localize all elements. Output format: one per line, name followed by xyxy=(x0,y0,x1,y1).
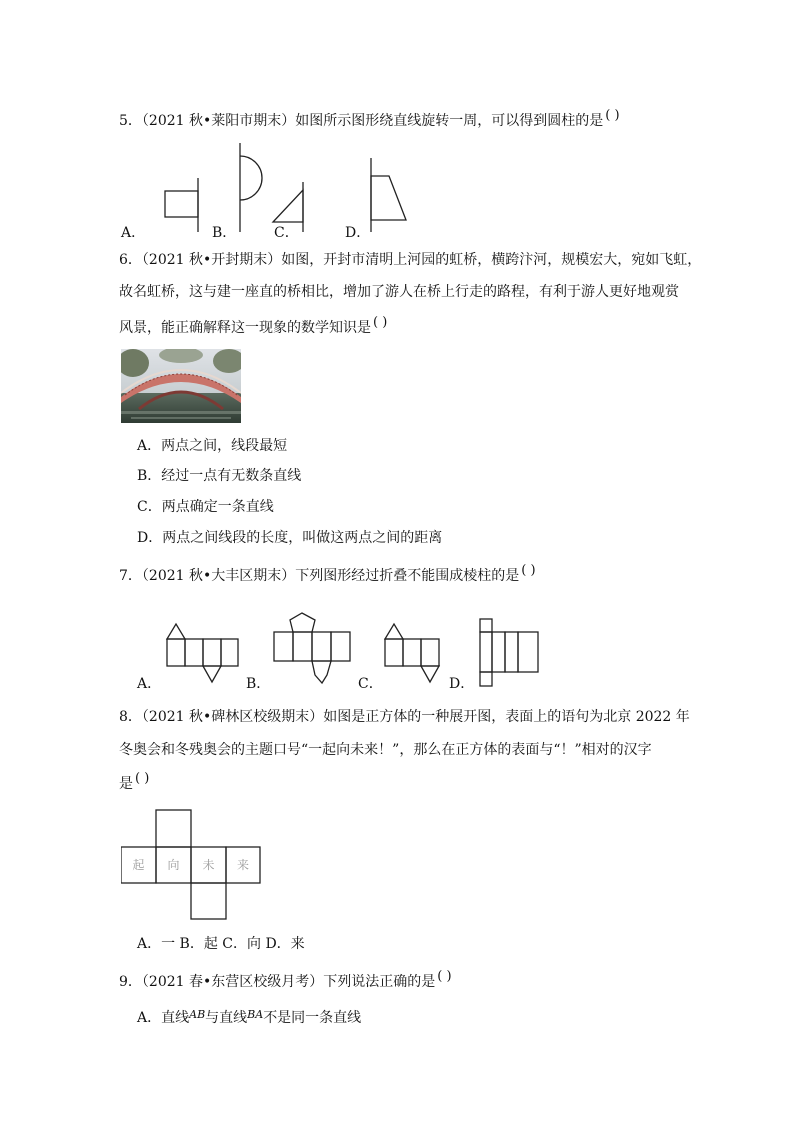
q6-line2: 故名虹桥，这与建一座直的桥相比，增加了游人在桥上行走的路程，有利于游人更好地观赏 xyxy=(119,284,679,300)
q6-option-d: D．两点之间线段的长度，叫做这两点之间的距离 xyxy=(137,530,443,546)
answer-blank: ( ) xyxy=(373,315,388,330)
net-face-char: 起 xyxy=(132,858,145,872)
q9-stem: 9．（2021 春•东营区校级月考）下列说法正确的是 ( ) xyxy=(119,969,452,990)
q5-label-b: B． xyxy=(212,225,237,241)
q7-label-b: B． xyxy=(246,676,271,692)
q7-label-d: D． xyxy=(449,676,475,692)
q8-line1: 8．（2021 秋•碑林区校级期末）如图是正方体的一种展开图，表面上的语句为北京 2022 年 xyxy=(119,709,690,725)
q5-label-d: D． xyxy=(345,225,371,241)
q8-line2: 冬奥会和冬残奥会的主题口号“一起向未来！”，那么在正方体的表面与“！”相对的汉字 xyxy=(119,742,652,758)
q8-line3: 是 ( ) xyxy=(119,771,150,792)
q5-figure-d xyxy=(371,158,406,232)
q6-line3: 风景，能正确解释这一现象的数学知识是 ( ) xyxy=(119,315,388,336)
q7-net-a xyxy=(167,624,238,682)
q5-figure-a xyxy=(165,178,198,232)
q8-options: A．一 B．起 C．向 D．来 xyxy=(137,936,305,952)
q7-stem: 7．（2021 秋•大丰区期末）下列图形经过折叠不能围成棱柱的是 ( ) xyxy=(119,563,536,584)
q9-option-a: A．直线$^{AB}$与直线$^{BA}$不是同一条直线 xyxy=(137,1008,362,1026)
net-face-char: 向 xyxy=(167,858,180,872)
answer-blank: ( ) xyxy=(437,969,452,984)
q7-net-b xyxy=(274,613,350,683)
net-face-char: 来 xyxy=(236,858,249,872)
q6-option-c: C．两点确定一条直线 xyxy=(137,499,274,515)
answer-blank: ( ) xyxy=(135,771,150,786)
net-face-char: 未 xyxy=(202,858,215,872)
q5-stem: 5．（2021 秋•莱阳市期末）如图所示图形绕直线旋转一周，可以得到圆柱的是 ( ) xyxy=(119,108,620,129)
q7-label-c: C． xyxy=(358,676,383,692)
cube-net xyxy=(121,809,261,920)
q5-label-a: A． xyxy=(121,225,146,241)
q7-net-c xyxy=(385,624,439,682)
q6-option-a: A．两点之间，线段最短 xyxy=(137,438,288,454)
q5-figure-b xyxy=(240,143,262,232)
q7-label-a: A． xyxy=(137,676,162,692)
line-name-ba: BA xyxy=(247,1008,264,1021)
rainbow-bridge-photo xyxy=(121,349,241,423)
line-name-ab: AB xyxy=(189,1008,206,1021)
answer-blank: ( ) xyxy=(521,563,536,578)
answer-blank: ( ) xyxy=(605,108,620,123)
q6-line1: 6．（2021 秋•开封期末）如图，开封市清明上河园的虹桥，横跨汴河，规模宏大，宛如飞虹， xyxy=(119,252,702,268)
q6-option-b: B．经过一点有无数条直线 xyxy=(137,468,302,484)
q7-net-d xyxy=(480,619,538,686)
q5-label-c: C． xyxy=(274,225,299,241)
